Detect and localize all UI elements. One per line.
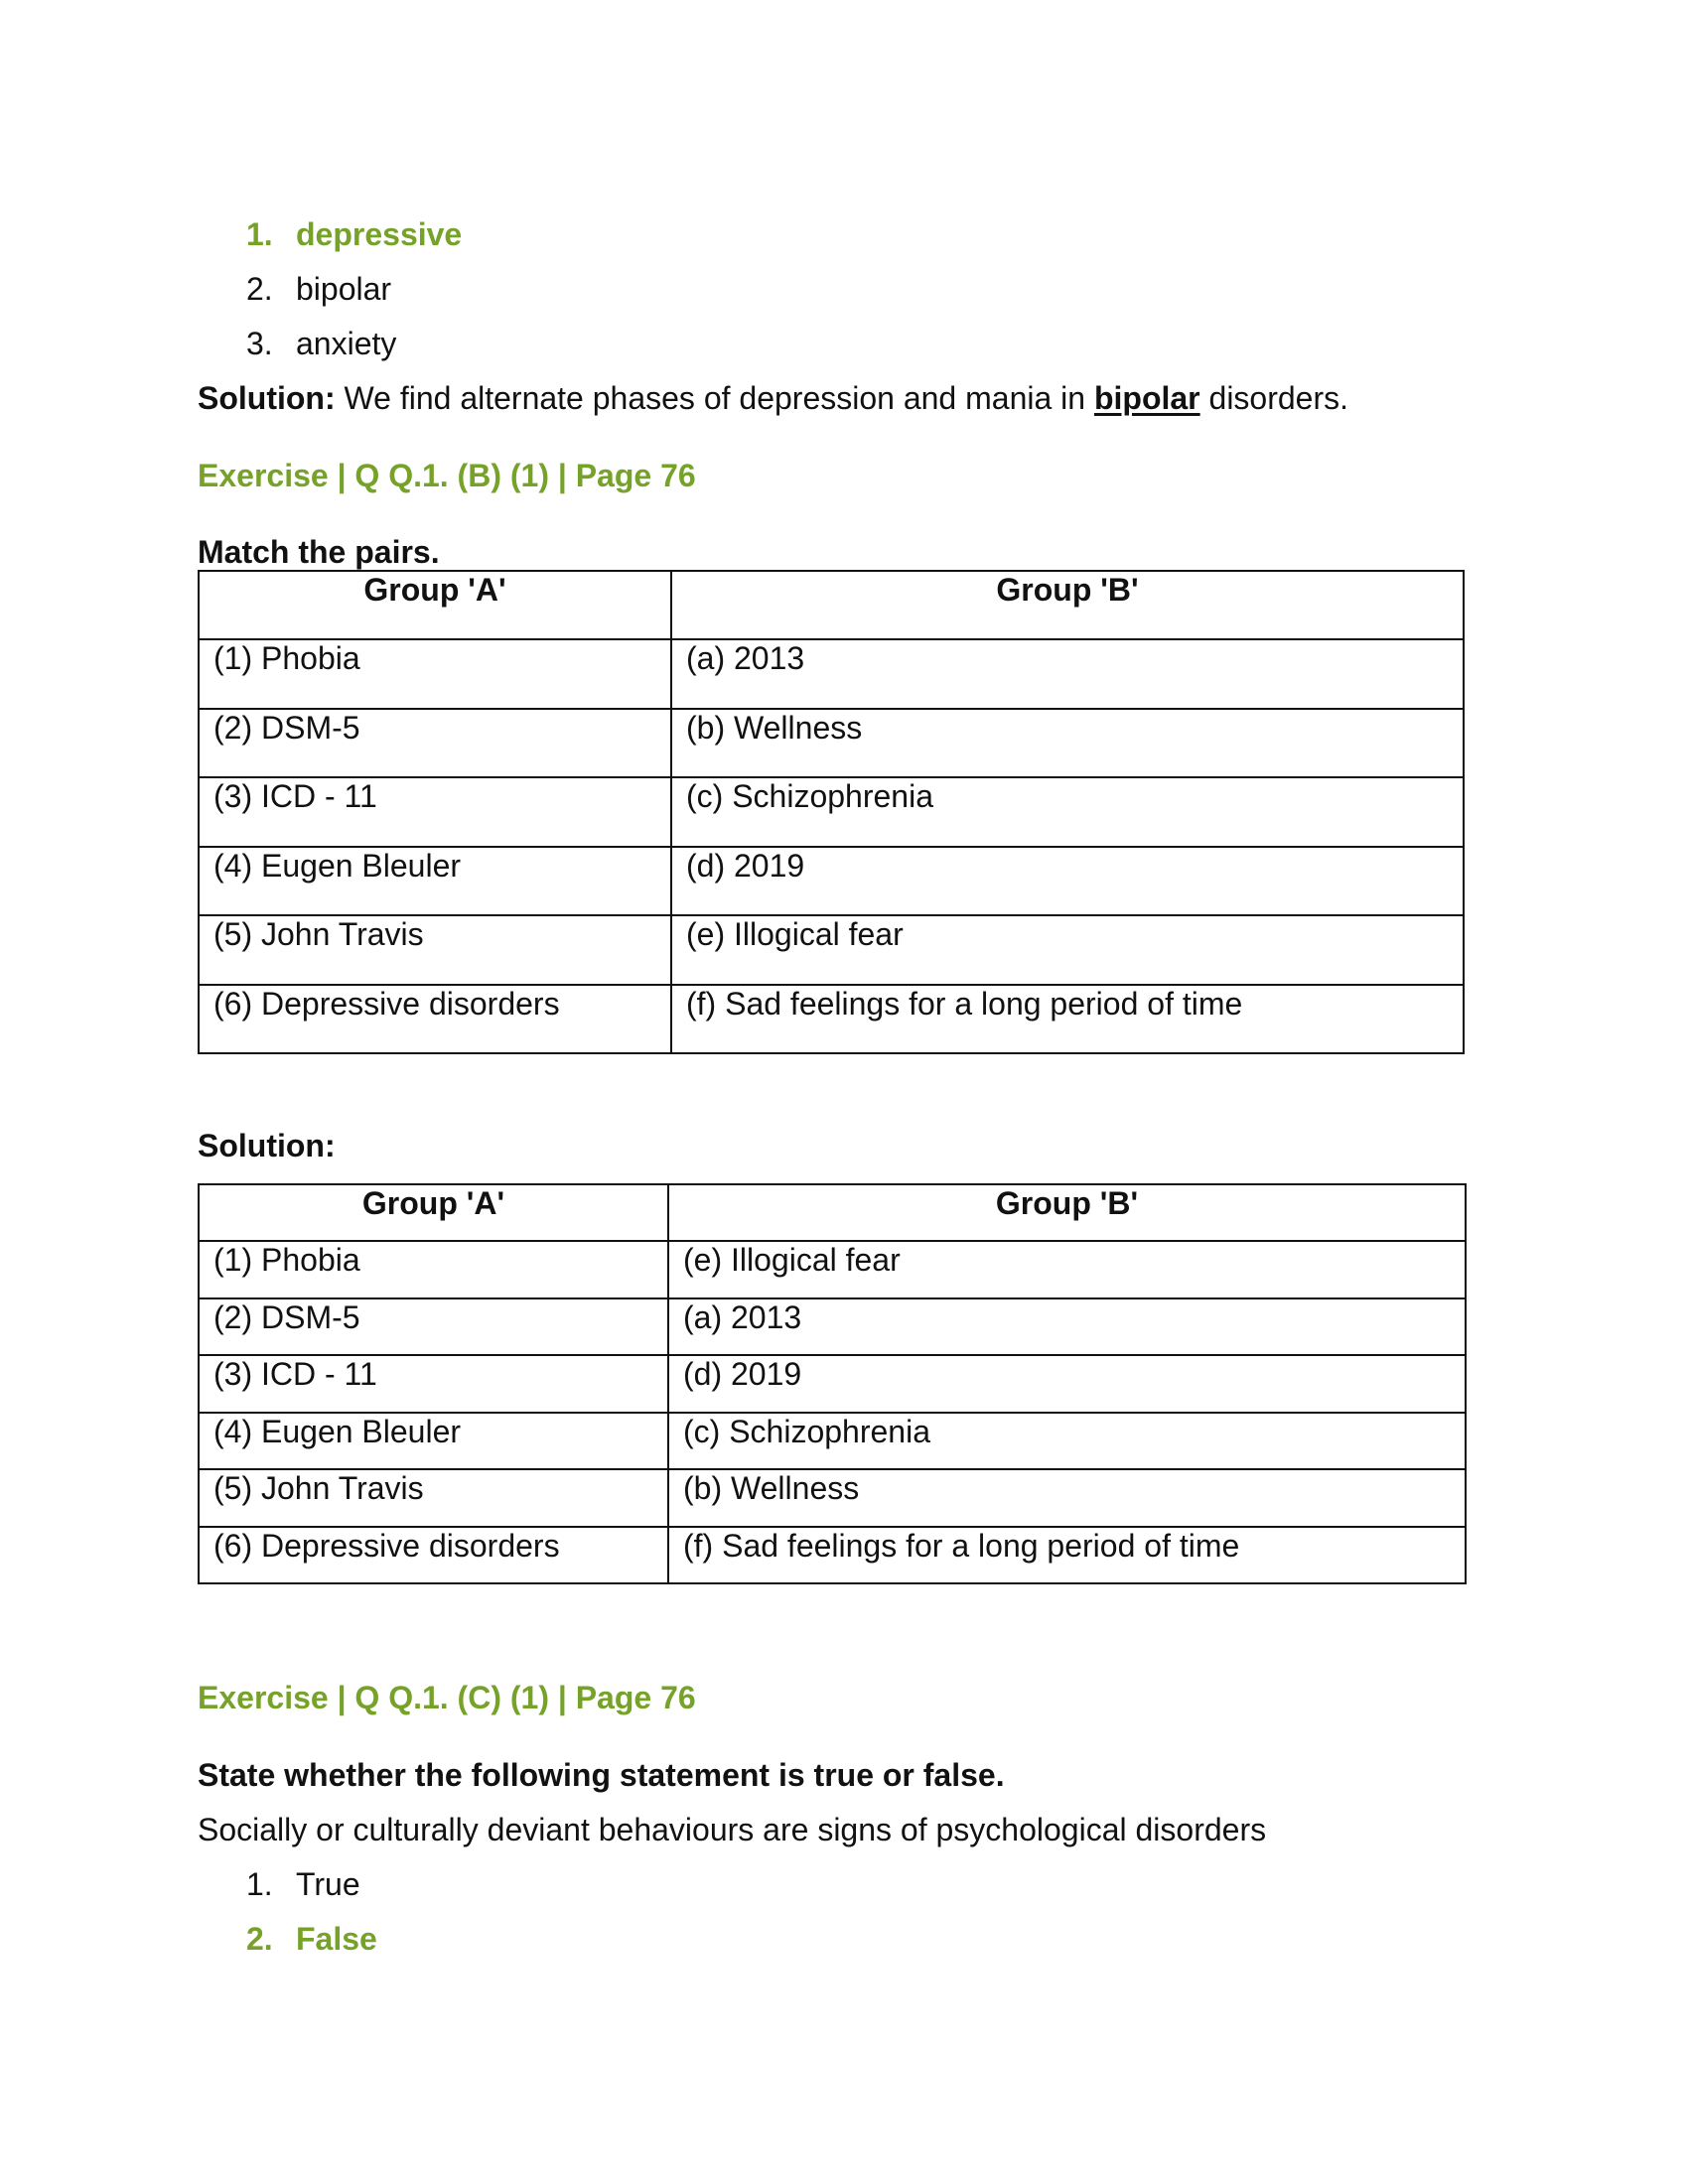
table-row — [199, 1298, 1466, 1355]
solution-2-label: Solution: — [198, 1128, 336, 1163]
cell-a: (2) DSM-5 — [199, 1298, 668, 1355]
table-header-row — [199, 1184, 1466, 1241]
cell-a: (5) John Travis — [199, 1469, 668, 1527]
header-group-b: Group 'B' — [668, 1184, 1466, 1241]
option-number: 1. — [246, 1866, 273, 1902]
tf-options — [246, 1864, 377, 1974]
header-group-b: Group 'B' — [671, 571, 1464, 639]
option-text: anxiety — [296, 326, 397, 361]
option-text: bipolar — [296, 271, 392, 307]
table-row — [199, 639, 1464, 709]
table-row — [199, 777, 1464, 847]
exercise-heading-b[interactable]: Exercise | Q Q.1. (B) (1) | Page 76 — [198, 458, 696, 493]
table-row — [199, 709, 1464, 777]
table-header-row — [199, 571, 1464, 639]
cell-a: (5) John Travis — [199, 915, 671, 985]
cell-a: (2) DSM-5 — [199, 709, 671, 777]
q1-options — [246, 214, 462, 378]
table-row — [199, 1527, 1466, 1583]
cell-b: (f) Sad feelings for a long period of time — [671, 985, 1464, 1053]
option-false — [246, 1919, 377, 1974]
header-group-a: Group 'A' — [199, 1184, 668, 1241]
option-text: False — [296, 1921, 377, 1957]
table-row — [199, 915, 1464, 985]
exercise-heading-c[interactable]: Exercise | Q Q.1. (C) (1) | Page 76 — [198, 1680, 696, 1715]
tf-heading: State whether the following statement is true or false. — [198, 1757, 1005, 1793]
cell-a: (3) ICD - 11 — [199, 1355, 668, 1413]
cell-a: (3) ICD - 11 — [199, 777, 671, 847]
option-number: 2. — [246, 271, 273, 307]
solution-table — [198, 1183, 1467, 1584]
option-true — [246, 1864, 377, 1919]
cell-b: (b) Wellness — [671, 709, 1464, 777]
option-number: 3. — [246, 326, 273, 361]
cell-a: (1) Phobia — [199, 1241, 668, 1298]
cell-b: (a) 2013 — [668, 1298, 1466, 1355]
cell-b: (e) Illogical fear — [671, 915, 1464, 985]
solution-answer: bipolar — [1093, 380, 1200, 416]
header-group-a: Group 'A' — [199, 571, 671, 639]
solution-text-end: disorders. — [1199, 380, 1349, 416]
cell-a: (6) Depressive disorders — [199, 985, 671, 1053]
cell-b: (d) 2019 — [668, 1355, 1466, 1413]
table-row — [199, 1241, 1466, 1298]
cell-a: (4) Eugen Bleuler — [199, 847, 671, 915]
option-3 — [246, 324, 462, 378]
match-table — [198, 570, 1465, 1054]
option-number: 1. — [246, 216, 273, 252]
cell-b: (e) Illogical fear — [668, 1241, 1466, 1298]
table-row — [199, 1355, 1466, 1413]
cell-a: (6) Depressive disorders — [199, 1527, 668, 1583]
table-row — [199, 1469, 1466, 1527]
cell-b: (c) Schizophrenia — [668, 1413, 1466, 1469]
cell-b: (a) 2013 — [671, 639, 1464, 709]
table-row — [199, 1413, 1466, 1469]
solution-label: Solution: — [198, 380, 336, 416]
solution-1 — [198, 378, 1348, 418]
solution-text: We find alternate phases of depression and mania in — [335, 380, 1094, 416]
cell-b: (b) Wellness — [668, 1469, 1466, 1527]
table-row — [199, 847, 1464, 915]
cell-b: (f) Sad feelings for a long period of time — [668, 1527, 1466, 1583]
option-text: True — [296, 1866, 360, 1902]
table-row — [199, 985, 1464, 1053]
option-1 — [246, 214, 462, 269]
cell-a: (4) Eugen Bleuler — [199, 1413, 668, 1469]
option-2 — [246, 269, 462, 324]
option-text: depressive — [296, 216, 463, 252]
tf-statement: Socially or culturally deviant behaviours are signs of psychological disorders — [198, 1812, 1267, 1847]
option-number: 2. — [246, 1921, 273, 1957]
cell-b: (c) Schizophrenia — [671, 777, 1464, 847]
cell-b: (d) 2019 — [671, 847, 1464, 915]
match-heading: Match the pairs. — [198, 534, 440, 570]
cell-a: (1) Phobia — [199, 639, 671, 709]
